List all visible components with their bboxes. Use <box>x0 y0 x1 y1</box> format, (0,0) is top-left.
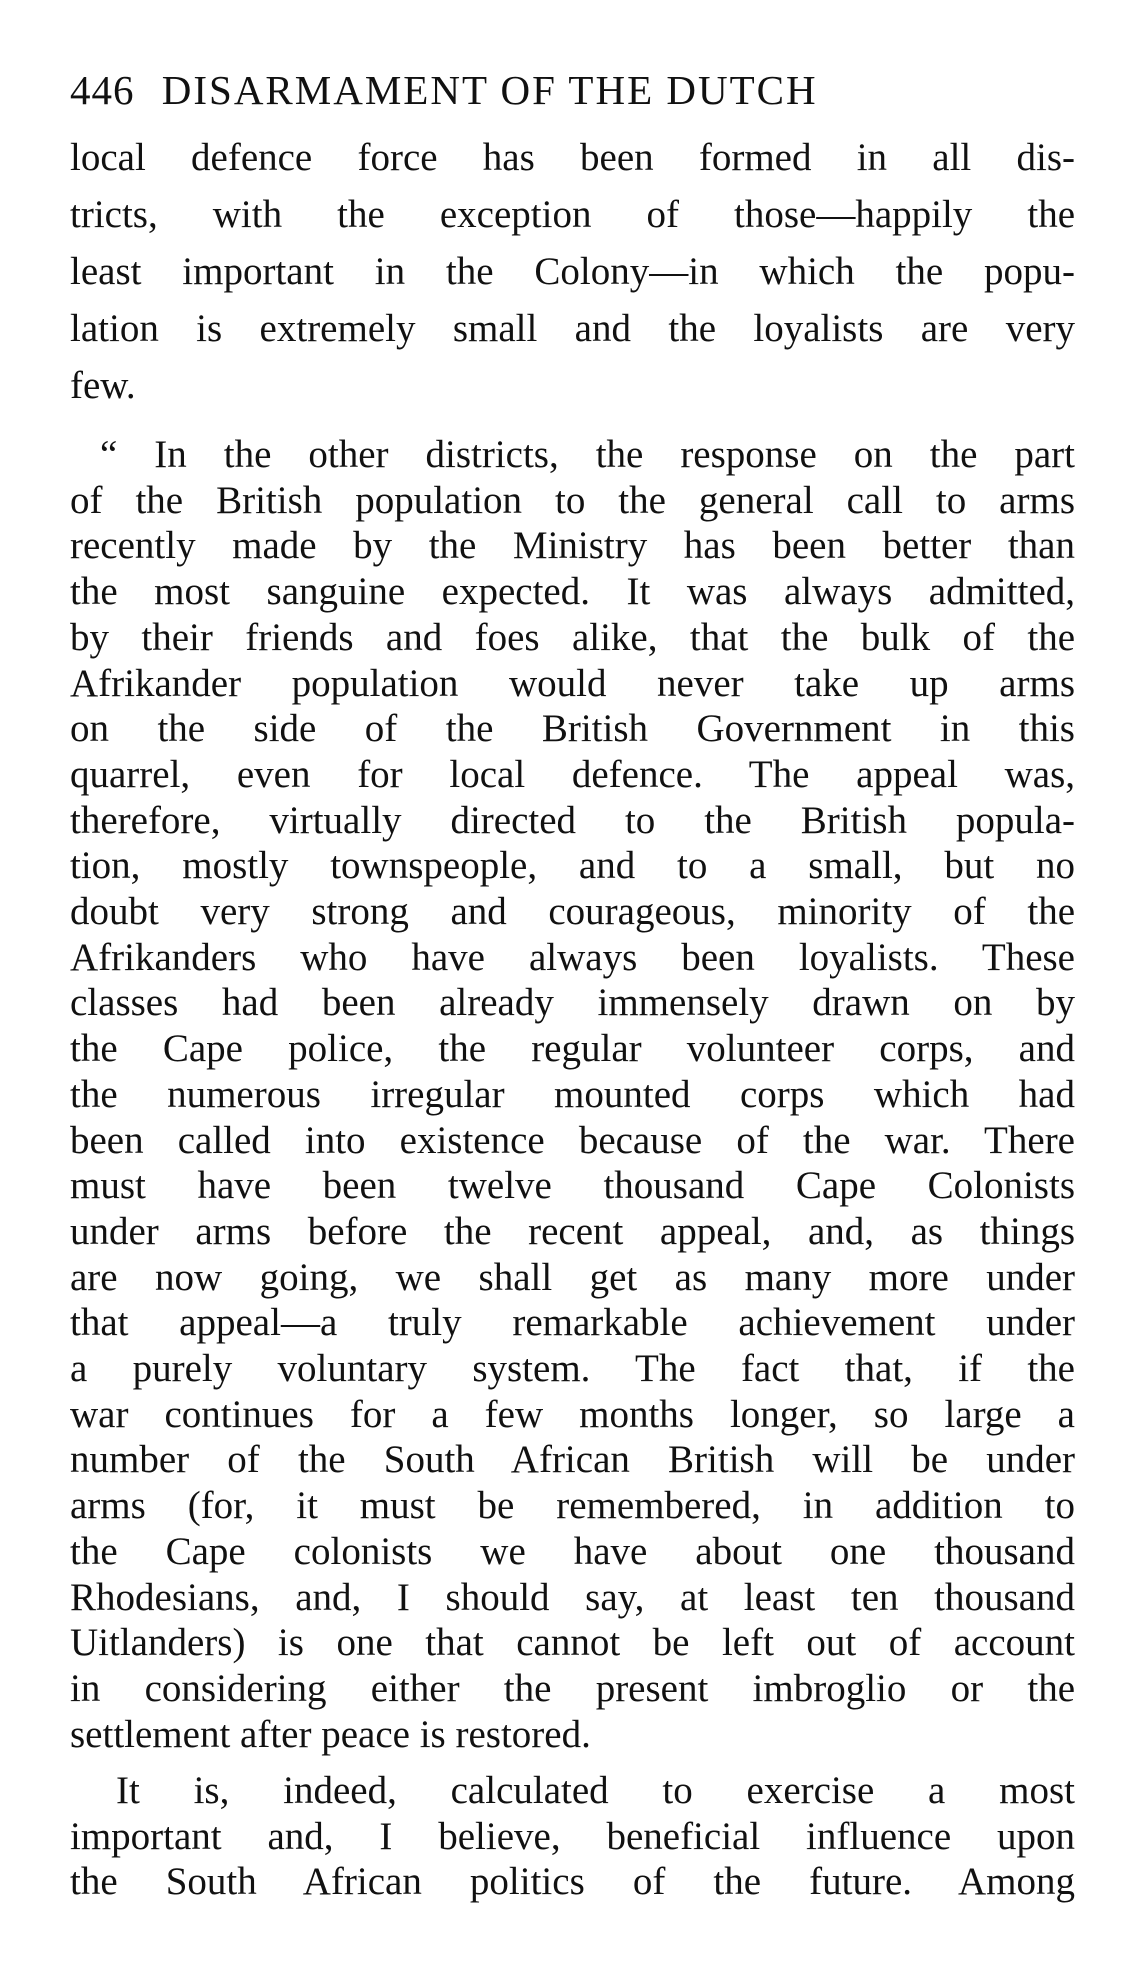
text-line: local defence force has been formed in all dis- <box>70 136 1075 179</box>
text-line: must have been twelve thousand Cape Colonists <box>70 1164 1075 1208</box>
text-line: of the British population to the general call to arms <box>70 478 1075 522</box>
page-number: 446 <box>70 67 135 113</box>
text-line: on the side of the British Government in this <box>70 707 1075 751</box>
text-line: Afrikanders who have always been loyalists. These <box>70 935 1075 979</box>
quoted-paragraph <box>70 432 1075 1757</box>
text-line: “ In the other districts, the response on the part <box>100 433 1075 476</box>
text-line: that appeal—a truly remarkable achievement under <box>70 1301 1075 1345</box>
text-line: the numerous irregular mounted corps which had <box>70 1072 1075 1116</box>
text-line: the most sanguine expected. It was always admitted, <box>70 570 1075 614</box>
text-line: Rhodesians, and, I should say, at least ten thousand <box>70 1575 1075 1619</box>
text-line: by their friends and foes alike, that the bulk of the <box>70 615 1075 659</box>
text-line: recently made by the Ministry has been better than <box>70 524 1075 568</box>
running-title: DISARMAMENT OF THE DUTCH <box>161 67 818 113</box>
text-line: the Cape police, the regular volunteer corps, and <box>70 1027 1075 1071</box>
text-line: classes had been already immensely drawn on by <box>70 981 1075 1025</box>
running-header <box>70 58 1075 122</box>
text-line: settlement after peace is restored. <box>70 1712 591 1756</box>
text-line: few. <box>70 364 136 407</box>
text-line: number of the South African British will be under <box>70 1438 1075 1482</box>
paragraph-continuation <box>70 129 1075 414</box>
text-line: under arms before the recent appeal, and, as things <box>70 1209 1075 1253</box>
text-line: It is, indeed, calculated to exercise a most <box>116 1769 1075 1812</box>
text-line: the South African politics of the future. Among <box>70 1860 1075 1904</box>
text-line: the Cape colonists we have about one thousand <box>70 1529 1075 1573</box>
text-line: arms (for, it must be remembered, in addition to <box>70 1484 1075 1528</box>
text-line: lation is extremely small and the loyalists are very <box>70 307 1075 350</box>
text-line: important and, I believe, beneficial influence upon <box>70 1814 1075 1858</box>
text-line: doubt very strong and courageous, minority of the <box>70 890 1075 934</box>
text-line: are now going, we shall get as many more under <box>70 1255 1075 1299</box>
text-line: tricts, with the exception of those—happily the <box>70 193 1075 236</box>
text-line: war continues for a few months longer, so large a <box>70 1392 1075 1436</box>
text-line: Uitlanders) is one that cannot be left out of account <box>70 1621 1075 1665</box>
text-line: least important in the Colony—in which the popu- <box>70 250 1075 293</box>
paragraph <box>70 1768 1075 1905</box>
text-line: Afrikander population would never take up arms <box>70 661 1075 705</box>
text-line: therefore, virtually directed to the British popula- <box>70 798 1075 842</box>
text-line: in considering either the present imbroglio or the <box>70 1666 1075 1710</box>
text-line: tion, mostly townspeople, and to a small, but no <box>70 844 1075 888</box>
text-line: a purely voluntary system. The fact that, if the <box>70 1347 1075 1391</box>
text-line: been called into existence because of the war. There <box>70 1118 1075 1162</box>
text-line: quarrel, even for local defence. The appeal was, <box>70 752 1075 796</box>
